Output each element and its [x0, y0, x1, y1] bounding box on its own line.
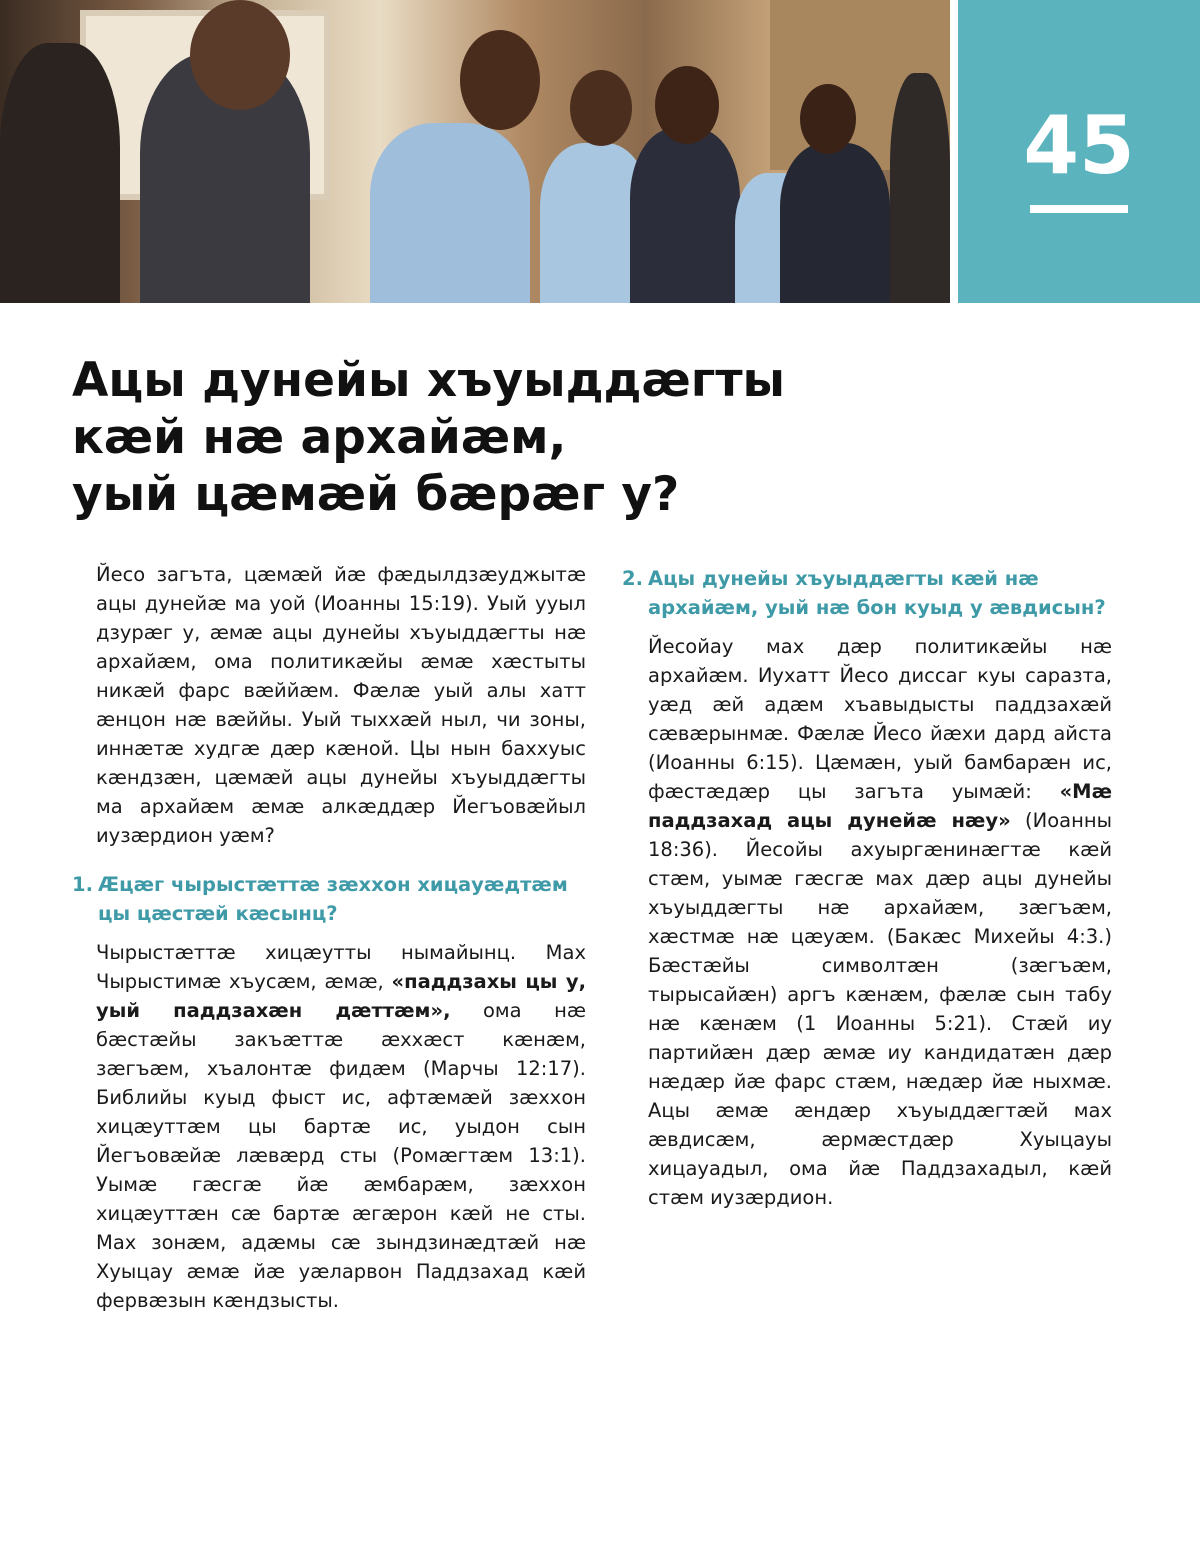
person-figure [370, 123, 530, 303]
answer-bold-quote: «Мæ паддзахад ацы дунейæ нæу» [648, 780, 1112, 832]
title-line: уый цæмæй бæрæг у? [72, 467, 680, 522]
title-line: Ацы дунейы хъуыддæгты [72, 353, 786, 408]
right-column [622, 564, 1112, 1212]
title-line: кæй нæ архайæм, [72, 410, 567, 465]
lesson-number: 45 [1023, 99, 1135, 192]
question-heading-1 [72, 870, 586, 928]
person-head [460, 30, 540, 130]
question-text: Æцæг чырыстæттæ зæххон хицауæдтæм цы цæстæй кæсынц? [98, 873, 568, 925]
person-head [800, 84, 856, 154]
person-figure [780, 143, 890, 303]
intro-paragraph: Йесо загъта, цæмæй йæ фæдылдзæуджытæ ацы дунейæ ма уой (Иоанны 15:19). Уый ууыл дзурæг у, æмæ ацы дунейы хъуыддæгты нæ архайæм, ома политикæйы æмæ хæстыты никæй фарс вæййæм. Фæлæ уый алы хатт æнцон нæ вæййы. Уый тыххæй ныл, чи зоны, иннæтæ худгæ дæр кæной. Цы нын баххуыс кæндзæн, цæмæй ацы дунейы хъуыддæгты ма архайæм æмæ алкæддæр Йегъовæйыл иузæрдион уæм? [96, 563, 586, 847]
answer-text: (Иоанны 18:36). Йесойы ахуыргæнинæгтæ кæй стæм, уымæ гæсгæ мах дæр ацы дунейы хъуыддæгты нæ архайæм, зæгъæм, хæстмæ нæ цæуæм. (Бакæс Михейы 4:3.) Бæстæйы символтæн (зæгъæм, тырысайæн) аргъ кæнæм, фæлæ сын табу нæ кæнæм (1 Иоанны 5:21). Стæй иу партийæн дæр æмæ иу кандидатæн дæр нæдæр йæ фарс стæм, нæдæр йæ ныхмæ. Ацы æмæ æндæр хъуыддæгтæй мах æвдисæм, æрмæстдæр Хуыцауы хицауадыл, ома йæ Паддзахадыл, кæй стæм иузæрдион. [648, 809, 1112, 1209]
answer-text: Йесойау мах дæр политикæйы нæ архайæм. Иухатт Йесо диссаг куы саразта, уæд æй адæм хъавыдысты паддзахæй сæвæрынмæ. Фæлæ Йесо йæхи дард айста (Иоанны 6:15). Цæмæн, уый бамбарæн ис, фæстæдæр цы загъта уымæй: [648, 635, 1112, 803]
question-text: Ацы дунейы хъуыддæгты кæй нæ архайæм, уый нæ бон куыд у æвдисын? [648, 567, 1106, 619]
person-figure [890, 73, 950, 303]
question-number: 2. [622, 567, 643, 590]
answer-paragraph-1 [96, 938, 586, 1315]
answer-text: Чырыстæттæ хицæутты нымайынц. Мах Чырыстимæ хъусæм, æмæ, [96, 941, 586, 993]
left-column [72, 560, 586, 1315]
question-number: 1. [72, 873, 93, 896]
lesson-title [72, 352, 972, 523]
answer-text: ома нæ бæстæйы закъæттæ æххæст кæнæм, зæгъæм, хъалонтæ фидæм (Марчы 12:17). Библийы куыд фыст ис, афтæмæй зæххон хицæуттæм цы бартæ ис, уыдон сын Йегъовæйæ лæвæрд сты (Ромæгтæм 13:1). Уымæ гæсгæ йæ æмбарæм, зæххон хицæуттæн сæ бартæ æгæрон кæй не сты. Мах зонæм, адæмы сæ зындзинæдтæй нæ Хуыцау æмæ йæ уæларвон Паддзахад кæй фервæзын кæндзысты. [96, 999, 586, 1312]
person-figure [0, 43, 120, 303]
person-head [570, 70, 632, 146]
person-head [190, 0, 290, 110]
answer-paragraph-2 [648, 632, 1112, 1212]
question-heading-2 [622, 564, 1112, 622]
lesson-number-underline [1030, 205, 1128, 213]
lesson-number-block [958, 0, 1200, 303]
person-head [655, 66, 719, 144]
header-photo [0, 0, 950, 303]
person-figure [630, 128, 740, 303]
answer-bold-quote: «паддзахы цы у, уый паддзахæн дæттæм», [96, 970, 586, 1022]
